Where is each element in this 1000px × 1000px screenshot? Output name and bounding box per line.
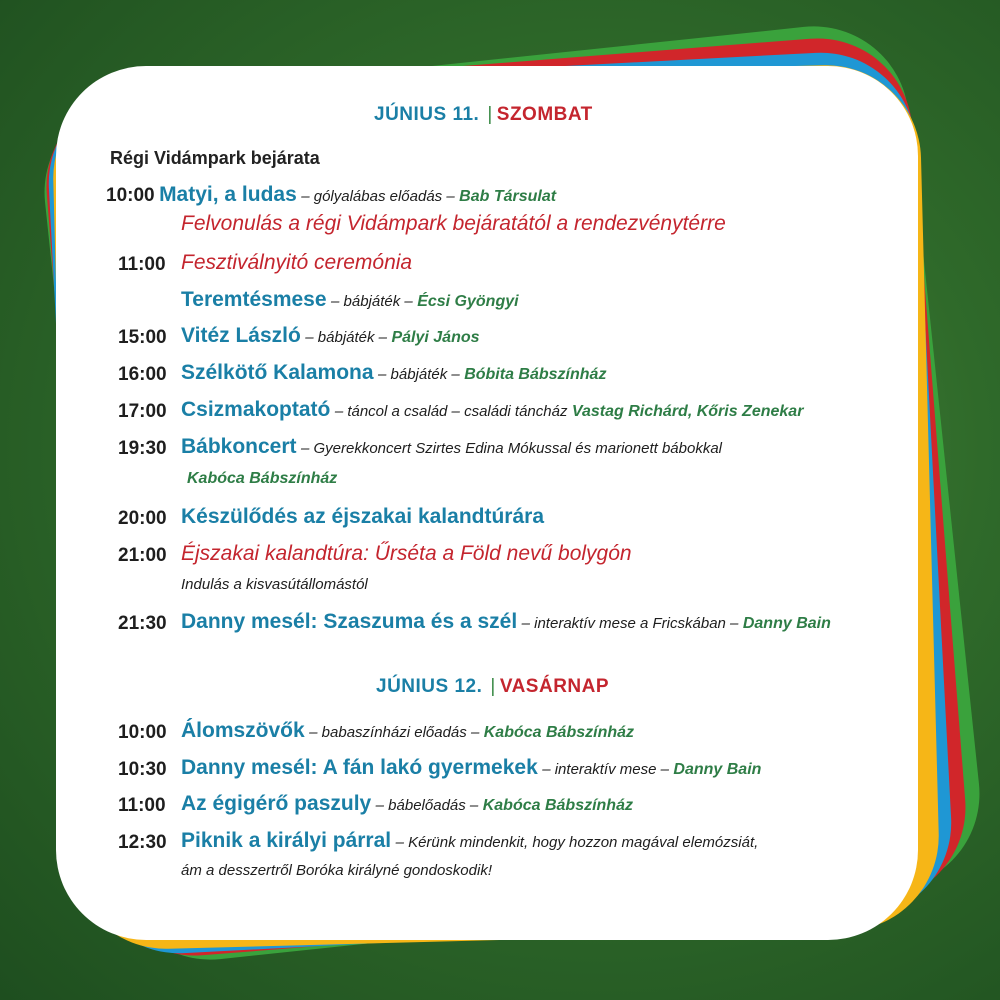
venue-title: Régi Vidámpark bejárata — [110, 148, 320, 168]
day1-weekday: SZOMBAT — [496, 104, 593, 125]
event-desc: – interaktív mese a Fricskában – — [521, 615, 739, 632]
event-desc-cont: ám a desszertről Boróka királyné gondoskodik! — [181, 862, 492, 879]
event-time: 11:00 — [118, 795, 166, 816]
event-title: Bábkoncert — [181, 435, 297, 458]
event-note: Felvonulás a régi Vidámpark bejáratától a rendezvénytérre — [181, 212, 726, 235]
day1-separator: | — [487, 104, 493, 125]
event-time: 10:00 — [106, 185, 155, 206]
event-performer: Kabóca Bábszínház — [187, 470, 338, 487]
event-desc: – babaszínházi előadás – — [309, 724, 480, 741]
event-time: 16:00 — [118, 364, 167, 385]
event-performer: Kabóca Bábszínház — [483, 724, 635, 741]
event-row — [181, 719, 634, 743]
event-special: Éjszakai kalandtúra: Űrséta a Föld nevű bolygón — [181, 542, 632, 565]
event-performer: Kabóca Bábszínház — [482, 797, 633, 814]
event-special: Fesztiválnyitó ceremónia — [181, 251, 413, 274]
event-title: Vitéz László — [181, 324, 301, 347]
event-title: Matyi, a ludas — [159, 183, 297, 206]
event-desc: – gólyalábas előadás – — [301, 188, 455, 205]
event-row — [181, 829, 758, 853]
event-time: 19:30 — [118, 438, 167, 459]
event-row — [181, 756, 761, 780]
day2-separator: | — [490, 676, 496, 697]
event-row — [181, 435, 722, 459]
event-desc: – bábjáték – — [378, 366, 460, 383]
event-title: Szélkötő Kalamona — [181, 361, 374, 384]
event-time: 10:30 — [118, 759, 167, 780]
day2-weekday: VASÁRNAP — [499, 676, 610, 697]
day1-header — [374, 104, 593, 126]
event-performer: Bab Társulat — [459, 188, 557, 205]
event-time: 21:00 — [118, 545, 167, 566]
event-desc: – Gyerekkoncert Szirtes Edina Mókussal és marionett bábokkal — [300, 440, 723, 457]
event-row — [106, 183, 556, 207]
event-time: 17:00 — [118, 401, 167, 422]
event-time: 11:00 — [118, 254, 166, 275]
event-desc: Indulás a kisvasútállomástól — [181, 576, 368, 593]
event-desc: – táncol a család – családi táncház — [334, 403, 568, 420]
event-title: Az égigérő paszuly — [181, 792, 372, 815]
event-time: 15:00 — [118, 327, 167, 348]
event-title: Danny mesél: Szaszuma és a szél — [181, 610, 518, 633]
day2-date: JÚNIUS 12. — [376, 676, 483, 697]
event-title: Piknik a királyi párral — [181, 829, 392, 852]
event-title: Csizmakoptató — [181, 398, 331, 421]
event-performer: Vastag Richárd, Kőris Zenekar — [571, 403, 804, 420]
event-time: 12:30 — [118, 832, 167, 853]
event-row — [181, 288, 519, 312]
event-desc: – bábjáték – — [305, 329, 388, 346]
event-time: 20:00 — [118, 508, 167, 529]
event-row — [181, 610, 831, 634]
day1-date: JÚNIUS 11. — [374, 104, 480, 125]
event-title: Teremtésmese — [181, 288, 327, 311]
event-desc: – bábelőadás – — [375, 797, 479, 814]
event-row — [181, 398, 803, 422]
event-performer: Pályi János — [391, 329, 480, 346]
event-desc: – bábjáték – — [331, 293, 413, 310]
day2-header — [376, 676, 609, 698]
event-row — [181, 792, 633, 816]
event-row — [181, 324, 480, 348]
event-performer: Écsi Gyöngyi — [417, 293, 519, 310]
event-time: 21:30 — [118, 613, 167, 634]
event-title: Álomszövők — [181, 719, 305, 742]
event-time: 10:00 — [118, 722, 167, 743]
event-desc: – interaktív mese – — [542, 761, 669, 778]
event-desc: – Kérünk mindenkit, hogy hozzon magával elemózsiát, — [395, 834, 759, 851]
event-performer: Bóbita Bábszínház — [464, 366, 607, 383]
event-performer: Danny Bain — [673, 761, 762, 778]
event-title: Danny mesél: A fán lakó gyermekek — [181, 756, 538, 779]
event-performer: Danny Bain — [742, 615, 831, 632]
event-row — [181, 361, 606, 385]
event-title: Készülődés az éjszakai kalandtúrára — [181, 505, 544, 528]
